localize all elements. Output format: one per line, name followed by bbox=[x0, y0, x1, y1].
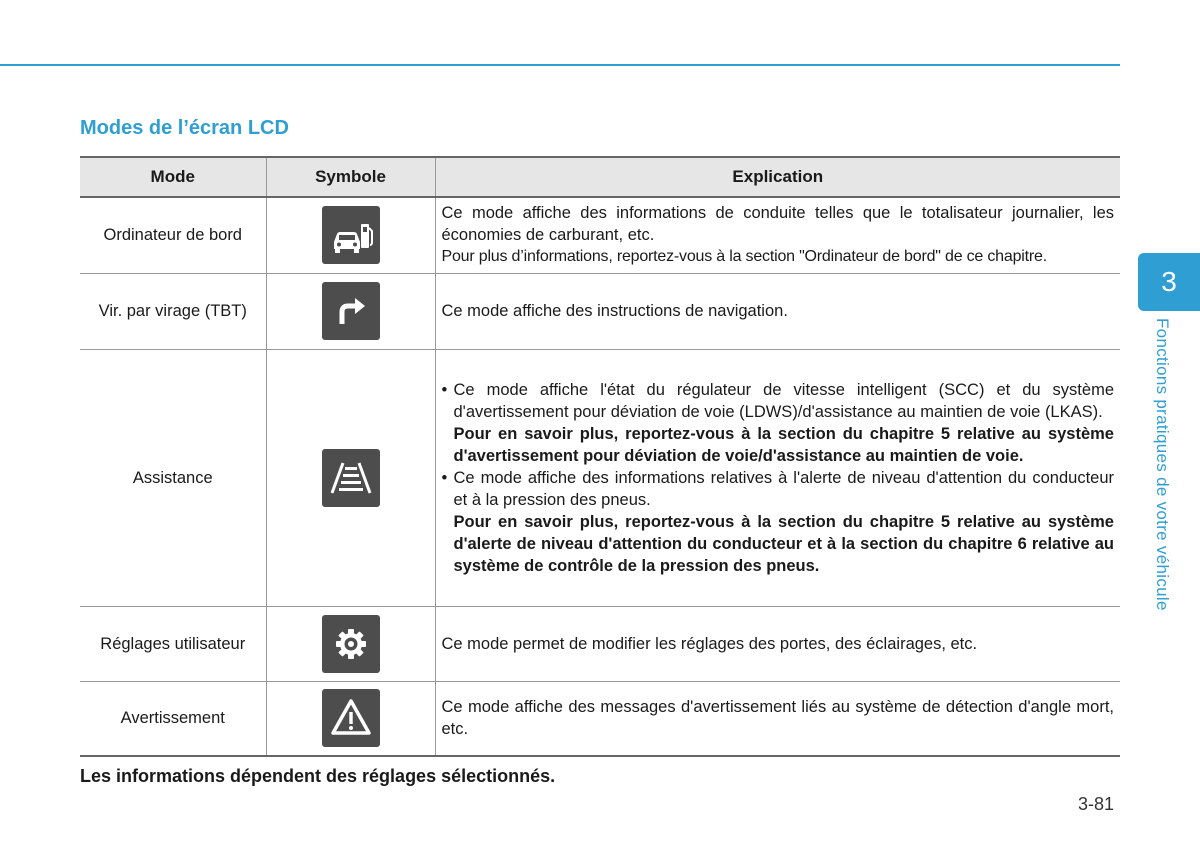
mode-cell: Vir. par virage (TBT) bbox=[80, 273, 266, 349]
bullet-dot: • bbox=[441, 468, 448, 487]
table-row-tbt bbox=[80, 273, 1120, 349]
table-row-warning bbox=[80, 681, 1120, 756]
mode-cell: Réglages utilisateur bbox=[80, 606, 266, 681]
mode-cell: Avertissement bbox=[80, 681, 266, 756]
symbol-cell bbox=[266, 349, 435, 606]
list-item bbox=[442, 379, 1115, 467]
table-header-row bbox=[80, 157, 1120, 197]
header-symbol: Symbole bbox=[266, 157, 435, 197]
lane-assist-icon bbox=[322, 449, 380, 507]
chapter-title: Fonctions pratiques de votre véhicule bbox=[1153, 318, 1172, 611]
page-number: 3-81 bbox=[1078, 794, 1115, 814]
bullet-text: Ce mode affiche l'état du régulateur de vitesse intelligent (SCC) et du système d'avertissement pour déviation de voie (LDWS)/d'assistance au maintien de voie (LKAS). bbox=[453, 380, 1114, 421]
list-item bbox=[442, 467, 1115, 577]
explanation-note: Pour plus d’informations, reportez-vous à la section "Ordinateur de bord" de ce chapitre. bbox=[441, 248, 1047, 266]
header-explanation: Explication bbox=[435, 157, 1120, 197]
explanation-cell bbox=[435, 349, 1120, 606]
footnote: Les informations dépendent des réglages sélectionnés. bbox=[80, 766, 556, 786]
trip-computer-icon bbox=[322, 206, 380, 264]
symbol-cell bbox=[266, 273, 435, 349]
table-row-trip-computer bbox=[80, 197, 1120, 273]
chapter-tab: 3 bbox=[1138, 253, 1200, 311]
mode-cell: Assistance bbox=[80, 349, 266, 606]
bullet-dot: • bbox=[441, 380, 448, 399]
header-mode: Mode bbox=[80, 157, 266, 197]
table-row-assistance bbox=[80, 349, 1120, 606]
symbol-cell bbox=[266, 681, 435, 756]
turn-right-arrow-icon bbox=[322, 282, 380, 340]
explanation-text: Ce mode affiche des informations de conduite telles que le totalisateur journalier, les économies de carburant, etc. bbox=[441, 204, 1114, 245]
section-title: Modes de l’écran LCD bbox=[80, 117, 289, 139]
gear-icon bbox=[322, 615, 380, 673]
explanation-cell: Ce mode affiche des messages d'avertissement liés au système de détection d'angle mort, etc. bbox=[435, 681, 1120, 756]
explanation-cell: Ce mode permet de modifier les réglages des portes, des éclairages, etc. bbox=[435, 606, 1120, 681]
symbol-cell bbox=[266, 197, 435, 273]
symbol-cell bbox=[266, 606, 435, 681]
lcd-modes-table bbox=[80, 156, 1120, 757]
table-row-user-settings bbox=[80, 606, 1120, 681]
bullet-text: Ce mode affiche des informations relatives à l'alerte de niveau d'attention du conducteur et à la pression des pneus. bbox=[453, 468, 1114, 509]
mode-cell: Ordinateur de bord bbox=[80, 197, 266, 273]
explanation-cell: Ce mode affiche des instructions de navigation. bbox=[435, 273, 1120, 349]
bullet-bold-note: Pour en savoir plus, reportez-vous à la section du chapitre 5 relative au système d'avertissement pour déviation de voie/d'assistance au maintien de voie. bbox=[453, 424, 1114, 465]
bullet-bold-note: Pour en savoir plus, reportez-vous à la section du chapitre 5 relative au système d'alerte de niveau d'attention du conducteur et à la section du chapitre 6 relative au système de contrôle de la pression des pneus. bbox=[453, 512, 1114, 575]
warning-triangle-icon bbox=[322, 689, 380, 747]
top-rule bbox=[0, 64, 1120, 66]
explanation-cell bbox=[435, 197, 1120, 273]
